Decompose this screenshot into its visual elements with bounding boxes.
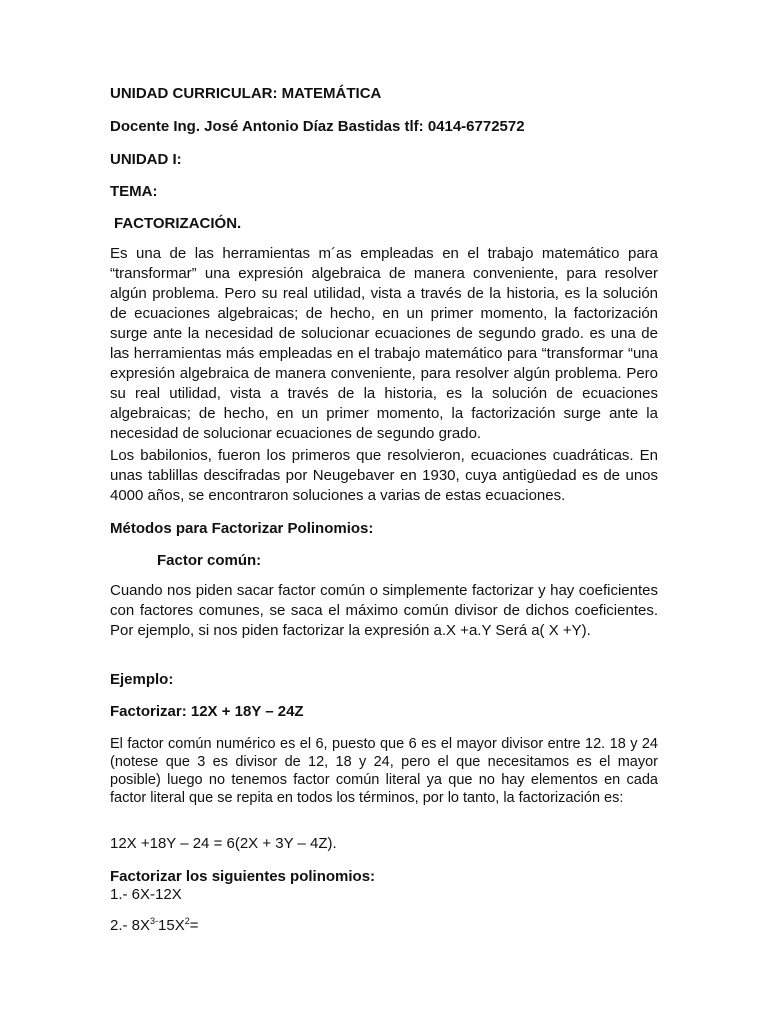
exercise-1: 1.- 6X-12X bbox=[110, 886, 182, 903]
example-result: 12X +18Y – 24 = 6(2X + 3Y – 4Z). bbox=[110, 835, 337, 852]
example-explanation: El factor común numérico es el 6, puesto que 6 es el mayor divisor entre 12. 18 y 24 (notese que 3 es divisor de 12, 18 y 24, pero el que necesitamos es el mayor posible) luego no tenemos factor común literal ya que no hay elementos en cada factor literal que se repita en todos los términos, por lo tanto, la factorización es: bbox=[110, 736, 658, 806]
exercise-2 bbox=[110, 916, 199, 936]
example-heading: Ejemplo: bbox=[110, 671, 174, 688]
example-problem: Factorizar: 12X + 18Y – 24Z bbox=[110, 703, 304, 720]
topic-title: FACTORIZACIÓN. bbox=[114, 215, 242, 232]
teacher-line: Docente Ing. José Antonio Díaz Bastidas tlf: 0414-6772572 bbox=[110, 118, 525, 135]
intro-paragraph: Es una de las herramientas m´as empleadas en el trabajo matemático para “transformar” una expresión algebraica de manera conveniente, para resolver algún problema. Pero su real utilidad, vista a través de la historia, es la solución de ecuaciones algebraicas; de hecho, en un primer momento, la factorización surge ante la necesidad de solucionar ecuaciones de segundo grado. es una de las herramientas más empleadas en el trabajo matemático para “transformar “una expresión algebraica de manera conveniente, para resolver algún problema. Pero su real utilidad, vista a través de la historia, es la solución de ecuaciones algebraicas; de hecho, en un primer momento, la factorización surge ante la necesidad de solucionar ecuaciones de segundo grado. bbox=[110, 245, 658, 442]
exercise-2-exponent-2: 2 bbox=[184, 916, 190, 926]
common-factor-paragraph: Cuando nos piden sacar factor común o simplemente factorizar y hay coeficientes con factores comunes, se saca el máximo común divisor de dichos coeficientes. Por ejemplo, si nos piden factorizar la expresión a.X +a.Y Será a( X +Y). bbox=[110, 582, 658, 639]
exercise-2-suffix: = bbox=[189, 917, 199, 934]
exercises-heading: Factorizar los siguientes polinomios: bbox=[110, 868, 376, 885]
topic-label: TEMA: bbox=[110, 183, 158, 200]
common-factor-heading: Factor común: bbox=[157, 552, 262, 569]
exercise-2-exponent-1: 3- bbox=[150, 916, 159, 926]
unit-label: UNIDAD I: bbox=[110, 151, 182, 168]
exercise-2-mid: 15X bbox=[158, 917, 185, 934]
exercise-2-prefix: 2.- 8X bbox=[110, 917, 151, 934]
course-title: UNIDAD CURRICULAR: MATEMÁTICA bbox=[110, 85, 382, 102]
history-paragraph: Los babilonios, fueron los primeros que resolvieron, ecuaciones cuadráticas. En unas tablillas descifradas por Neugebaver en 1930, cuya antigüedad es de unos 4000 años, se encontraron soluciones a varias de estas ecuaciones. bbox=[110, 447, 658, 504]
methods-heading: Métodos para Factorizar Polinomios: bbox=[110, 520, 374, 537]
